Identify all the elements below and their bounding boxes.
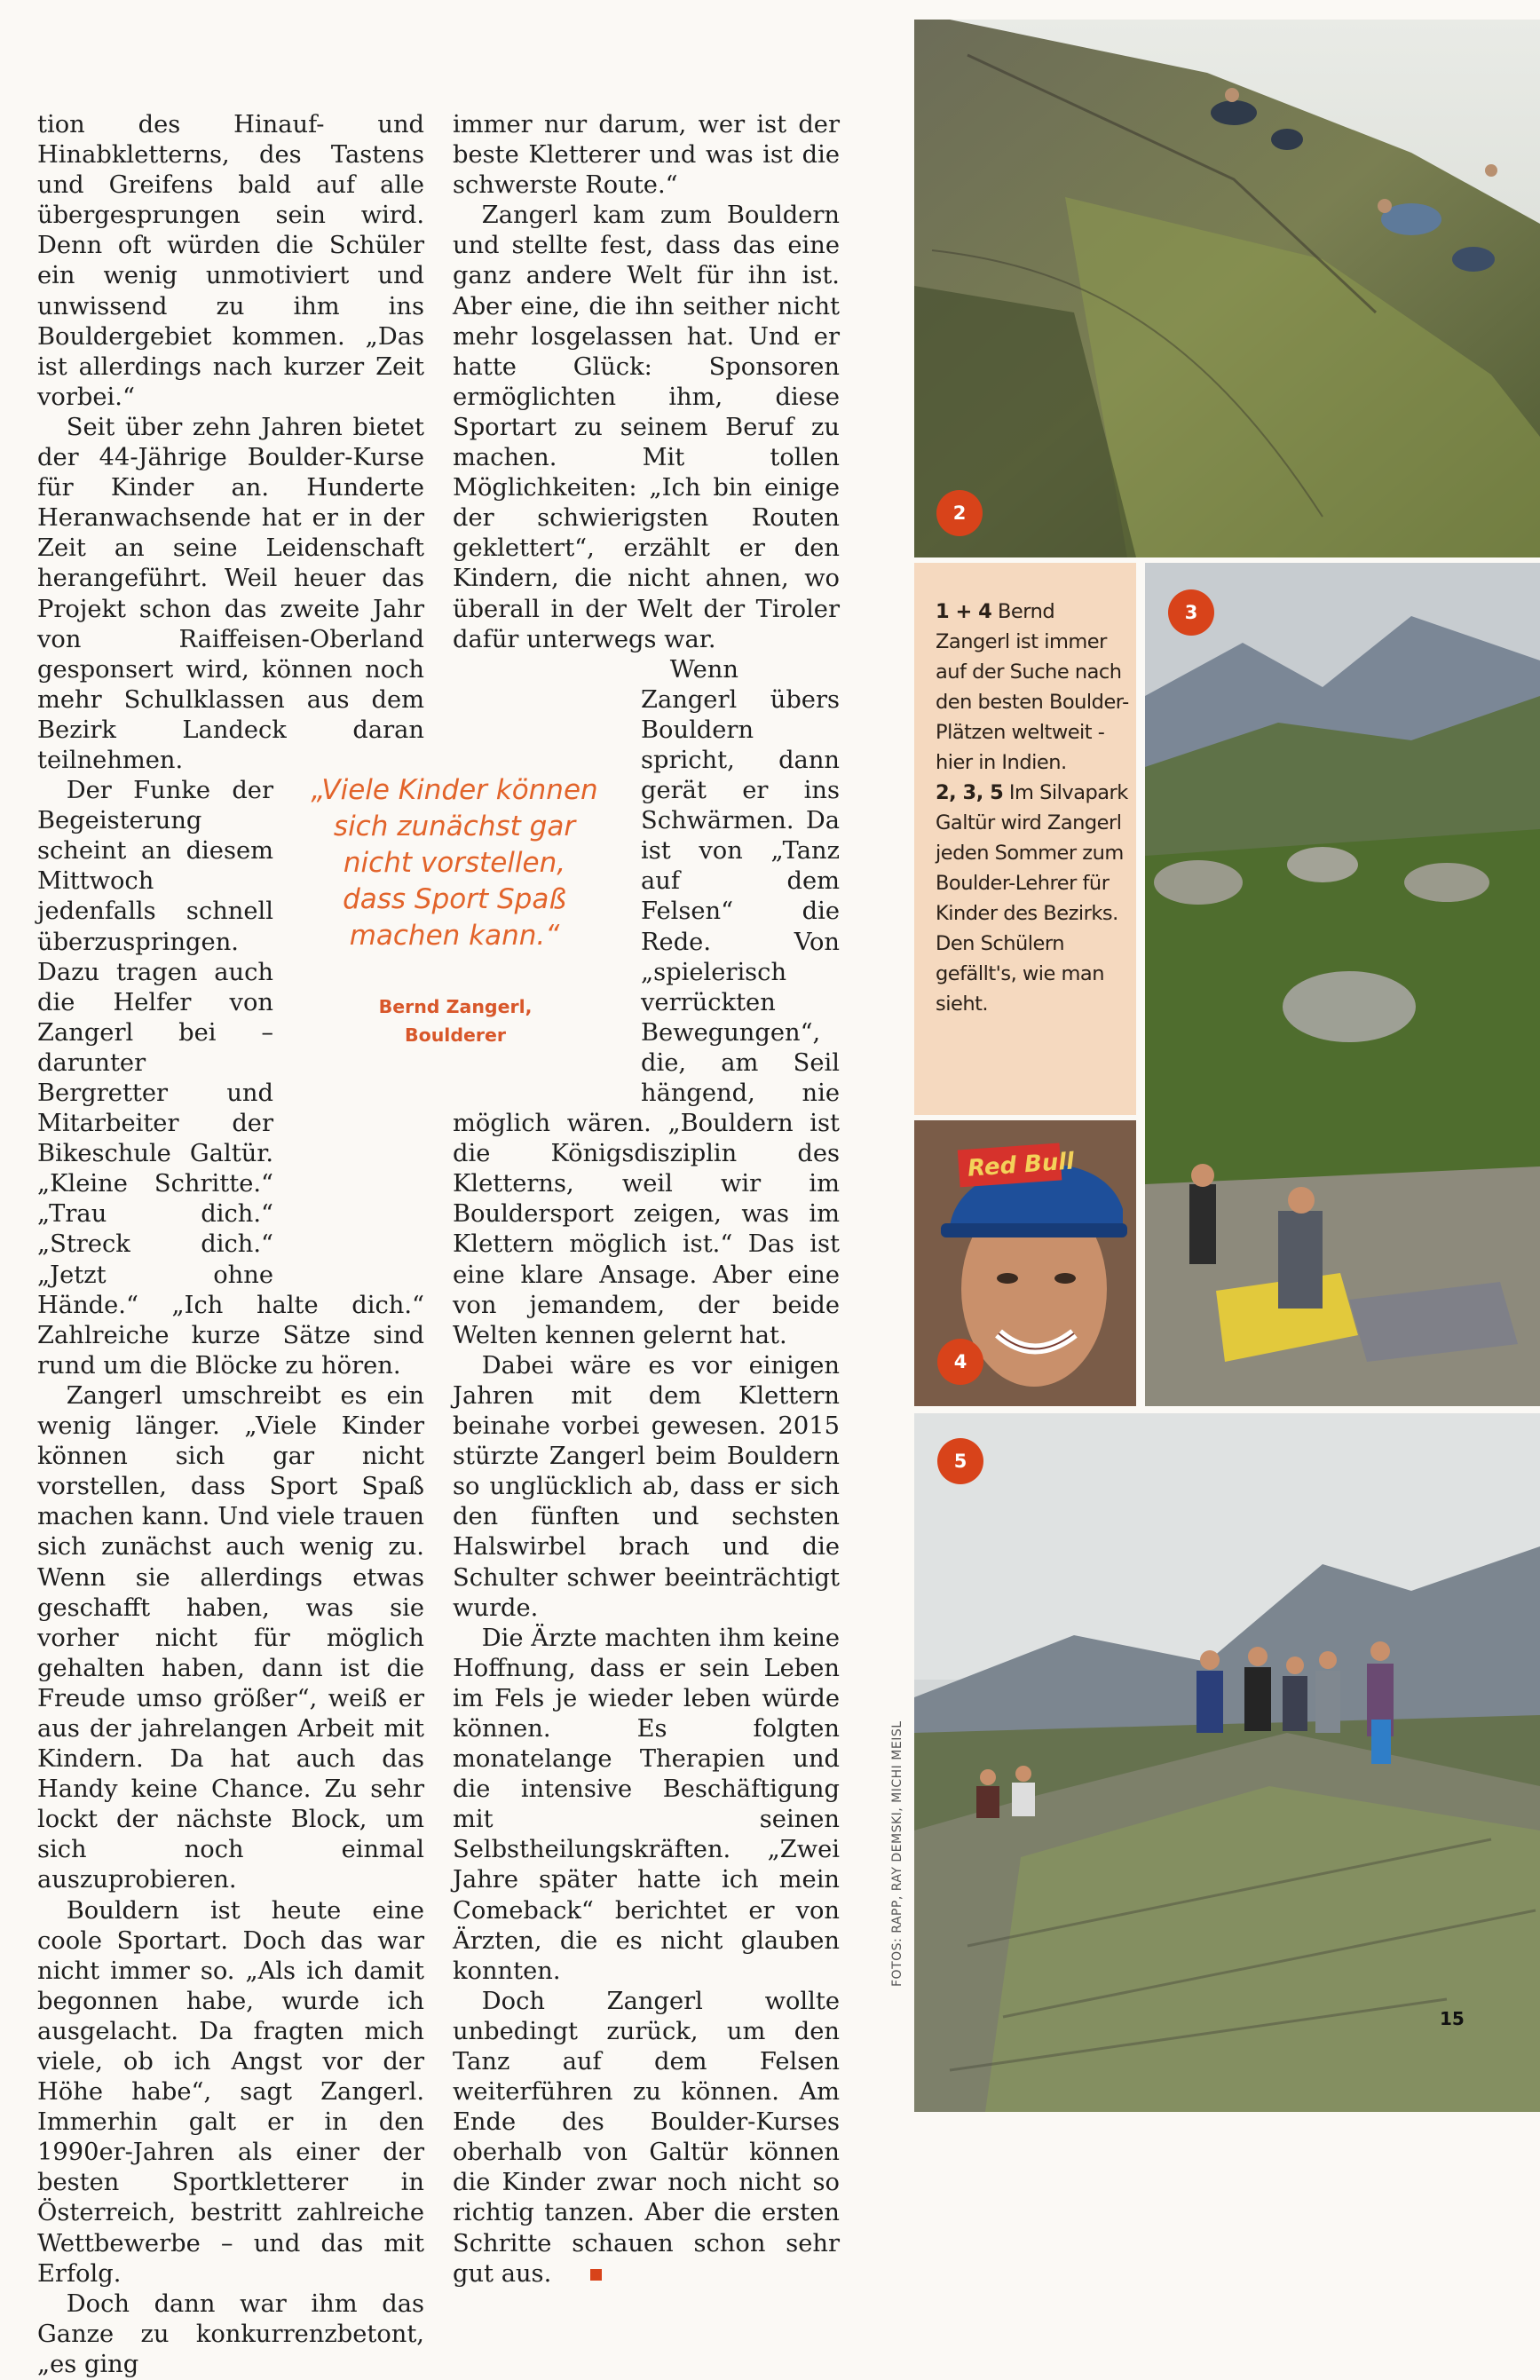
- paragraph: immer nur darum, wer ist der beste Kletterer und was ist die schwerste Route.“: [453, 111, 840, 200]
- article-column-left: [37, 110, 424, 2380]
- summit-group-image: [914, 1413, 1540, 2112]
- end-mark: [590, 2269, 602, 2281]
- page-number: 15: [1440, 2008, 1465, 2029]
- caption-text: Im Silvapark Galtür wird Zangerl jeden Sommer zum Boulder-Lehrer für Kinder des Bezirks. Den Schülern gefällt's, wie man sieht.: [936, 781, 1128, 1016]
- pull-quote-role: Boulderer: [404, 1024, 507, 1046]
- photo-number-badge: 5: [937, 1438, 983, 1484]
- paragraph-text: Der Funke der Begeisterung scheint an diesem Mittwoch jedenfalls schnell überzuspringen. Dazu tragen auch die Helfer von Zangerl bei – darunter Bergretter und Mitarbeiter der Bikeschule Galtür. „Kleine Schritte.“ „Trau dich.“ „Streck dich.“ „Jetzt ohne Hände.“ „Ich halte dich.“ Zahlreiche kurze Sätze sind rund um die Blöcke zu hören.: [37, 777, 424, 1380]
- photo-number-badge: 2: [936, 490, 983, 536]
- paragraph-text: Wenn Zangerl übers Bouldern spricht, dann gerät er ins Schwärmen. Da ist von „Tanz auf dem Felsen“ die Rede. Von „spielerisch verrückten Bewegungen“, die, am Seil hängend, nie möglich wären. „Bouldern ist die Königsdisziplin des Kletterns, weil wir im Bouldersport zeigen, was im Klettern möglich ist.“ Das ist eine klare Ansage. Aber eine von jemandem, der beide Welten kennen gelernt hat.: [453, 655, 840, 1349]
- photo-number-badge: 4: [937, 1339, 983, 1385]
- paragraph: Dabei wäre es vor einigen Jahren mit dem Klettern beinahe vorbei gewesen. 2015 stürzte Zangerl beim Bouldern so unglücklich ab, dass er sich den fünften und sechsten Halswirbel brach und die Schulter schwer beeinträchtigt wurde.: [453, 1351, 840, 1622]
- paragraph: tion des Hinauf- und Hinabkletterns, des Tastens und Greifens bald auf alle übergesprungen sein wird. Denn oft würden die Schüler ein wenig unmotiviert und unwissend zu ihm ins Bouldergebiet kommen. „Das ist allerdings nach kurzer Zeit vorbei.“: [37, 111, 424, 411]
- photo-kids-climbing-boulder: [914, 20, 1540, 557]
- caption-ref: 2, 3, 5: [936, 781, 1004, 804]
- photo-caption: [936, 597, 1131, 1019]
- valley-image: [1145, 563, 1540, 1406]
- pull-quote-attribution: [344, 992, 566, 1049]
- paragraph: Die Ärzte machten ihm keine Hoffnung, dass er sein Leben im Fels je wieder leben würde können. Es folgten monatelange Therapien und die intensive Beschäftigung mit seinen Selbstheilungskräften. „Zwei Jahre später hatte ich mein Comeback“ berichtet er von Ärzten, die es nicht glauben konnten.: [453, 1624, 840, 1985]
- paragraph-text: Doch Zangerl wollte unbedingt zurück, um den Tanz auf dem Felsen weiterführen zu können. Am Ende des Boulder-Kurses oberhalb von Galtür können die Kinder zwar noch nicht so richtig tanzen. Aber die ersten Schritte schauen schon sehr gut aus.: [453, 1987, 840, 2288]
- caption-ref: 1 + 4: [936, 600, 992, 623]
- svg-text:Red Bull: Red Bull: [967, 1148, 1076, 1182]
- paragraph: Seit über zehn Jahren bietet der 44-Jährige Boulder-Kurse für Kinder an. Hunderte Heranwachsende hat er in der Zeit an seine Leidenschaft herangeführt. Weil heuer das Projekt schon das zweite Jahr von Raiffeisen-Oberland gesponsert wird, können noch mehr Schulklassen aus dem Bezirk Landeck daran teilnehmen.: [37, 413, 424, 774]
- pull-quote: „Viele Kinder können sich zunächst gar nicht vorstellen, dass Sport Spaß machen kann.“: [311, 774, 598, 952]
- article-column-middle: [453, 110, 840, 2289]
- paragraph: [453, 1987, 840, 2289]
- photo-boulder-park-galtuer: [1145, 563, 1540, 1406]
- boulder-slab-image: [914, 20, 1540, 557]
- paragraph: Doch dann war ihm das Ganze zu konkurrenzbetont, „es ging: [37, 2289, 424, 2378]
- pull-quote-author: Bernd Zangerl,: [378, 996, 533, 1017]
- photo-credit: FOTOS: RAPP, RAY DEMSKI, MICHI MEISL: [890, 1720, 904, 1987]
- photo-group-on-rock: [914, 1413, 1540, 2112]
- caption-text: Bernd Zangerl ist immer auf der Suche nach den besten Boulder-Plätzen weltweit - hier in Indien.: [936, 600, 1129, 774]
- paragraph: Zangerl umschreibt es ein wenig länger. „Viele Kinder können sich gar nicht vorstellen, dass Sport Spaß machen kann. Und viele trauen sich zunächst auch wenig zu. Wenn sie allerdings etwas geschafft haben, was sie vorher nicht für möglich gehalten haben, dann ist die Freude umso größer“, weiß er aus der jahrelangen Arbeit mit Kindern. Da hat auch das Handy keine Chance. Zu sehr lockt der nächste Block, um sich noch einmal auszuprobieren.: [37, 1381, 424, 1894]
- paragraph: Bouldern ist heute eine coole Sportart. Doch das war nicht immer so. „Als ich damit begonnen habe, wurde ich ausgelacht. Da fragten mich viele, ob ich Angst vor der Höhe habe“, sagt Zangerl. Immerhin galt er in den 1990er-Jahren als einer der besten Sportkletterer in Österreich, bestritt zahlreiche Wettbewerbe – und das mit Erfolg.: [37, 1896, 424, 2288]
- photo-number-badge: 3: [1168, 589, 1214, 636]
- paragraph: Zangerl kam zum Bouldern und stellte fest, dass das eine ganz andere Welt für ihn ist. Aber eine, die ihn seither nicht mehr losgelassen hat. Und er hatte Glück: Sponsoren ermöglichten ihm, diese Sportart zu seinem Beruf zu machen. Mit tollen Möglichkeiten: „Ich bin einige der schwierigsten Routen geklettert“, erzählt er den Kindern, die nicht ahnen, wo überall in der Welt der Tiroler dafür unterwegs war.: [453, 202, 840, 653]
